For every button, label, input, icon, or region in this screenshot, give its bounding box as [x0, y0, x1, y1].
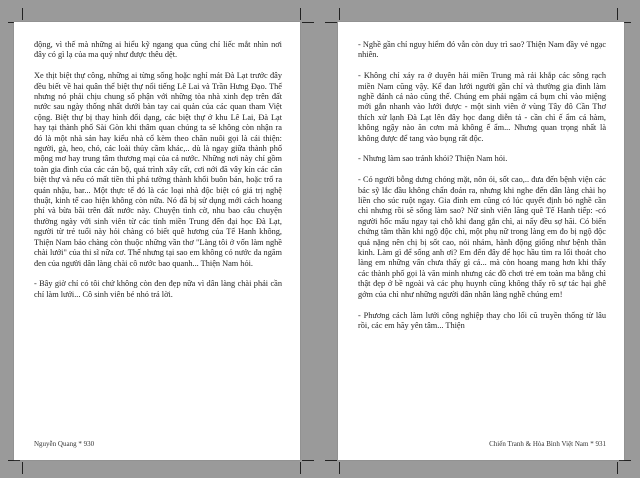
crop-mark — [325, 22, 337, 23]
paragraph: - Nghề gần chỉ nguy hiểm đó vẫn còn duy trì sao? Thiện Nam đầy vẻ ngạc nhiên. — [358, 40, 606, 60]
crop-mark — [8, 460, 20, 461]
crop-mark — [22, 462, 23, 474]
right-page-footer: Chiến Tranh & Hòa Bình Việt Nam * 931 — [489, 440, 606, 448]
paragraph: - Bây giờ chỉ có tôi chứ không còn đen đẹp nữa vì dân làng chài phải cần chỉ làm lưới... Cô sinh viên bé nhỏ trả lời. — [34, 279, 282, 299]
right-page — [338, 22, 624, 460]
right-page-body — [358, 40, 606, 342]
crop-mark — [617, 462, 618, 474]
crop-mark — [339, 8, 340, 20]
paragraph: - Phương cách làm lưới công nghiệp thay cho lối cũ truyền thống từ lâu rồi, các em hãy yên tâm... Thiện — [358, 310, 606, 330]
crop-mark — [300, 462, 301, 474]
crop-mark — [22, 8, 23, 20]
crop-mark — [300, 8, 301, 20]
left-page-footer: Nguyễn Quang * 930 — [34, 440, 95, 448]
paragraph: Xe thịt biệt thự công, những ai từng sống hoặc nghỉ mát Đà Lạt trước đây đều biết về hai quân thể biệt thự nổi tiếng Lê Lai và Trần Hưng Đạo. Thế nhưng nó phải chịu chung số phận với những tòa nhà xinh đẹp trên đất nước sau ngày thống nhất dưới bàn tay cai quản của các quan tham Việt cộng. Biệt thự bị thay hình đổi dạng, các biệt thự ở khu Lê Lai, Đà Lạt hay tại thành phố Sài Gòn khi thâm quan chúng ta sẽ không còn nhận ra đó là một nhà sản hay kiểu nhà cổ kèm theo chăn nuôi gọi là cái thiện: người, gà, heo, chó, các loài thủy cầm khác,.. dù là ngay giữa thành phố mộng mơ hay trung tâm thương mại của cả nước. Những nơi này chỉ gồm toàn gia đình của các cán bộ, quá trình xây cất, cơi nới đã vây kín các căn biệt thự và nếu có mất tiền thì phá tường thành khối buôn bán, hoặc trổ ra quán nhậu, bar... Một thực tế đó là các loại nhà độc biệt có giá trị nghệ thuật, kinh tế cao hiện không còn nữa. Nó đã bị sử dụng mới cách hoang phí và bừa bãi trên đất nước này. Chuyện tình cờ, nhu bao câu chuyện thường ngày với sinh viên từ các tỉnh miền Trung đến đại học Đà Lạt, người từ trẻ tuổi này hỏi chàng có biết quê hương của Tế Hanh không, Thiện Nam bảo chàng còn thuộc những vần thơ "Làng tôi ở vốn làm nghề chài lưới" của thi sĩ nữa cơ. Thế nhưng tại sao em không có nước da ngăm đen của người dân làng chài cô nước bao quanh... Thiện Nam hỏi. — [34, 71, 282, 268]
crop-mark — [619, 460, 631, 461]
crop-mark — [302, 460, 314, 461]
paragraph: động, vì thế mà những ai hiểu kỹ ngang qua cũng chỉ liếc mắt nhìn nơi đây có gì lạ của ma quỷ như được thêu dệt. — [34, 40, 282, 60]
crop-mark — [325, 460, 337, 461]
left-page — [14, 22, 300, 460]
crop-mark — [617, 8, 618, 20]
paragraph: - Có người bỗng dưng chóng mặt, nôn ói, sốt cao,.. đưa đến bệnh viện các bác sỹ lắc đầu không chẩn đoán ra, nhưng khi nghe đến dân làng chài họ liền cho súc ruột ngay. Gia đình em cũng có lúc quyết định bỏ nghề cần chì nhưng rồi sẽ sống làm sao? Nữ sinh viên lãng quê Tế Hanh tiếp: -có người hốc mấu ngay tại chỗ khi đang gắn chì, ai nấy đều sợ hãi. Có biến chứng tâm thần khi ngộ độc chì, một phụ nữ trong làng em đo bị ngộ độc quá nặng nên chị bị sốt cao, nói nhảm, hành động giống như bệnh thần kinh. Làm gì để sống anh ơi? Em đến đây để học hầu tìm ra lối thoát cho làng em những vấn chưa thấy gì cả... mà còn hoang mang hơn khi thấy các thành phố gọi là văn minh nhưng các đồ chơi trẻ em toàn ma bằng chì thật đẹp ở bề ngoài và các phụ huynh cũng không thấy rõ sự tác hại ghê gớm của chì như những người dân nhân làng nghề chúng em! — [358, 175, 606, 299]
paragraph: - Nhưng làm sao tránh khỏi? Thiện Nam hỏi. — [358, 154, 508, 164]
crop-mark — [302, 22, 314, 23]
paragraph: - Không chỉ xảy ra ở duyên hải miền Trung mà rải khắp các sông rạch miền Nam cũng vậy. Kể đan lưới người gần chỉ và thường gia đình làm nghề đánh cá nào cũng thế. Chúng em phải ngậm cả bụm chì vào miệng mới gắn nhanh vào lưới được - một sinh viên ở vùng Tây đô Cần Thơ thích xử lạnh Đà Lạt lên đây học đang diễn tả - cần chì ế ẩm cá hàm, không ngậy nào ăn cơm mà không ế ẩm... Nhưng quan trọng nhất là không được để tang vào bụng rất độc. — [358, 71, 606, 143]
left-page-body — [34, 40, 282, 311]
crop-mark — [339, 462, 340, 474]
